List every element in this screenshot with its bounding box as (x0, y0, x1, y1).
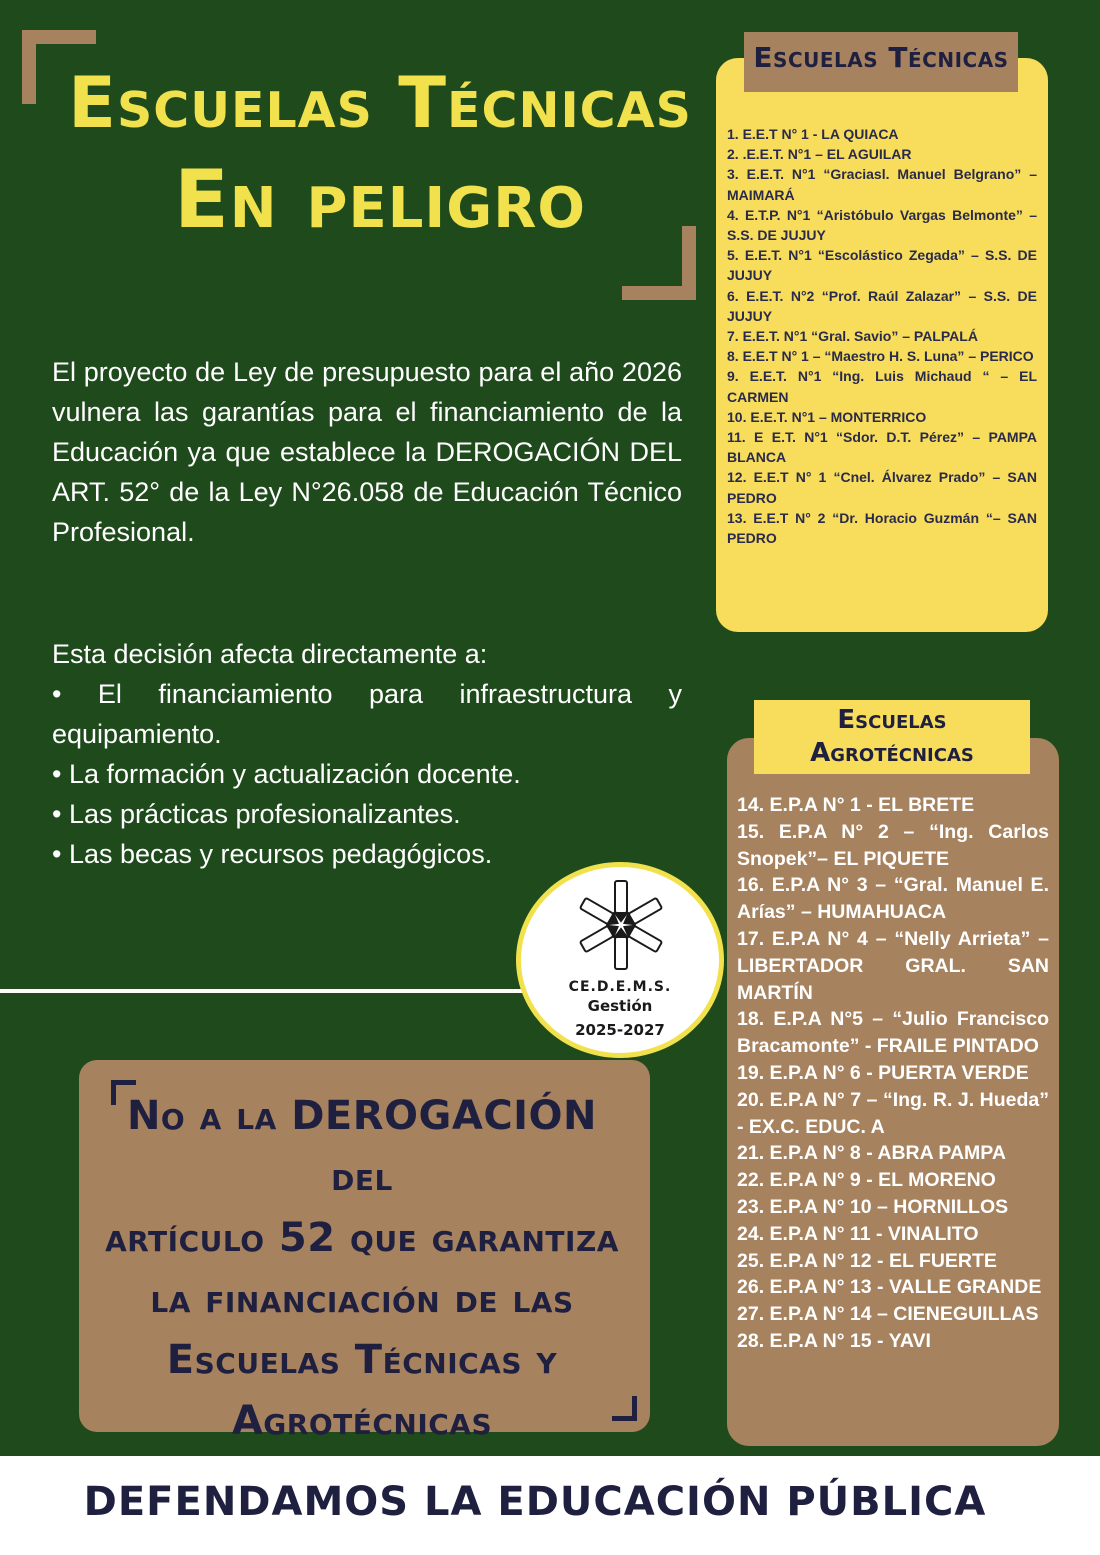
list-item: 12. E.E.T N° 1 “Cnel. Álvarez Prado” – SAN PEDRO (727, 469, 1037, 506)
slogan-text (92, 1086, 632, 1452)
affects-list (52, 674, 682, 874)
list-item: 25. E.P.A N° 12 - EL FUERTE (737, 1249, 997, 1272)
affects-lead: Esta decisión afecta directamente a: (52, 639, 488, 669)
list-item: 22. E.P.A N° 9 - EL MORENO (737, 1169, 996, 1192)
list-item: 24. E.P.A N° 11 - VINALITO (737, 1222, 979, 1245)
agro-heading-line-2: Agrotécnicas (810, 738, 974, 768)
list-item: 11. E E.T. N°1 “Sdor. D.T. Pérez” – PAMPA BLANCA (727, 429, 1037, 466)
list-item: 13. E.E.T N° 2 “Dr. Horacio Guzmán “– SAN PEDRO (727, 509, 1037, 547)
list-item: 20. E.P.A N° 7 – “Ing. R. J. Hueda” - EX.C. EDUC. A (737, 1088, 1049, 1138)
logo-org: CE.D.E.M.S. (568, 979, 672, 995)
affects-item: • Las becas y recursos pedagógicos. (52, 839, 493, 869)
affects-section (52, 634, 682, 874)
list-item: 17. E.P.A N° 4 – “Nelly Arrieta” – LIBERTADOR GRAL. SAN MARTÍN (737, 927, 1049, 1004)
affects-item: • La formación y actualización docente. (52, 759, 521, 789)
list-item: 2. .E.E.T. N°1 – EL AGUILAR (727, 146, 912, 163)
intro-paragraph: El proyecto de Ley de presupuesto para el año 2026 vulnera las garantías para el financiamiento de la Educación ya que establece la DEROGACIÓN DEL ART. 52° de la Ley N°26.058 de Educación Técnico Profesional. (52, 357, 682, 547)
cedems-logo (516, 862, 724, 1058)
list-item: 7. E.E.T. N°1 “Gral. Savio” – PALPALÁ (727, 328, 978, 345)
agrotechnical-schools-heading (754, 700, 1030, 774)
list-item: 3. E.E.T. N°1 “Graciasl. Manuel Belgrano” – MAIMARÁ (727, 166, 1037, 203)
slogan-line: artículo 52 que garantiza (105, 1215, 619, 1261)
list-item: 14. E.P.A N° 1 - EL BRETE (737, 794, 975, 816)
list-item: 23. E.P.A N° 10 – HORNILLOS (737, 1195, 1009, 1218)
list-item: 8. E.E.T N° 1 – “Maestro H. S. Luna” – PERICO (727, 348, 1034, 365)
technical-schools-heading: Escuelas Técnicas (744, 32, 1018, 92)
list-item: 5. E.E.T. N°1 “Escolástico Zegada” – S.S. DE JUJUY (727, 247, 1037, 284)
list-item: 27. E.P.A N° 14 – CIENEGUILLAS (737, 1303, 1039, 1326)
affects-item: • El financiamiento para infraestructura y equipamiento. (52, 679, 682, 749)
list-item: 4. E.T.P. N°1 “Aristóbulo Vargas Belmonte” – S.S. DE JUJUY (727, 206, 1037, 244)
list-item: 9. E.E.T. N°1 “Ing. Luis Michaud “ – EL CARMEN (727, 368, 1037, 405)
slogan-line: Agrotécnicas (231, 1398, 493, 1444)
list-item: 1. E.E.T N° 1 - LA QUIACA (727, 126, 899, 142)
pencils-star-icon (573, 875, 669, 975)
slogan-line: la financiación de las (150, 1276, 574, 1322)
list-item: 19. E.P.A N° 6 - PUERTA VERDE (737, 1061, 1029, 1084)
logo-line-3: 2025-2027 (575, 1021, 665, 1039)
list-item: 18. E.P.A N°5 – “Julio Francisco Bracamonte” - FRAILE PINTADO (737, 1008, 1049, 1058)
list-item: 10. E.E.T. N°1 – MONTERRICO (727, 408, 927, 425)
technical-schools-list (727, 124, 1037, 548)
footer-slogan: DEFENDAMOS LA EDUCACIÓN PÚBLICA (83, 1479, 987, 1525)
title-line-1: Escuelas Técnicas (68, 62, 692, 144)
slogan-line: Escuelas Técnicas y (166, 1337, 558, 1383)
list-item: 26. E.P.A N° 13 - VALLE GRANDE (737, 1276, 1042, 1299)
title-line-2: En peligro (174, 153, 586, 246)
affects-item: • Las prácticas profesionalizantes. (52, 799, 461, 829)
agrotechnical-schools-list (737, 792, 1049, 1355)
list-item: 6. E.E.T. N°2 “Prof. Raúl Zalazar” – S.S. DE JUJUY (727, 287, 1037, 324)
divider-line (0, 989, 522, 993)
logo-line-2: Gestión (587, 997, 653, 1015)
list-item: 16. E.P.A N° 3 – “Gral. Manuel E. Arías” – HUMAHUACA (737, 874, 1049, 924)
list-item: 28. E.P.A N° 15 - YAVI (737, 1329, 931, 1352)
agro-heading-line-1: Escuelas (837, 705, 947, 735)
list-item: 21. E.P.A N° 8 - ABRA PAMPA (737, 1142, 1006, 1165)
slogan-line: No a la DEROGACIÓN del (126, 1093, 598, 1200)
list-item: 15. E.P.A N° 2 – “Ing. Carlos Snopek”– EL PIQUETE (737, 820, 1049, 870)
